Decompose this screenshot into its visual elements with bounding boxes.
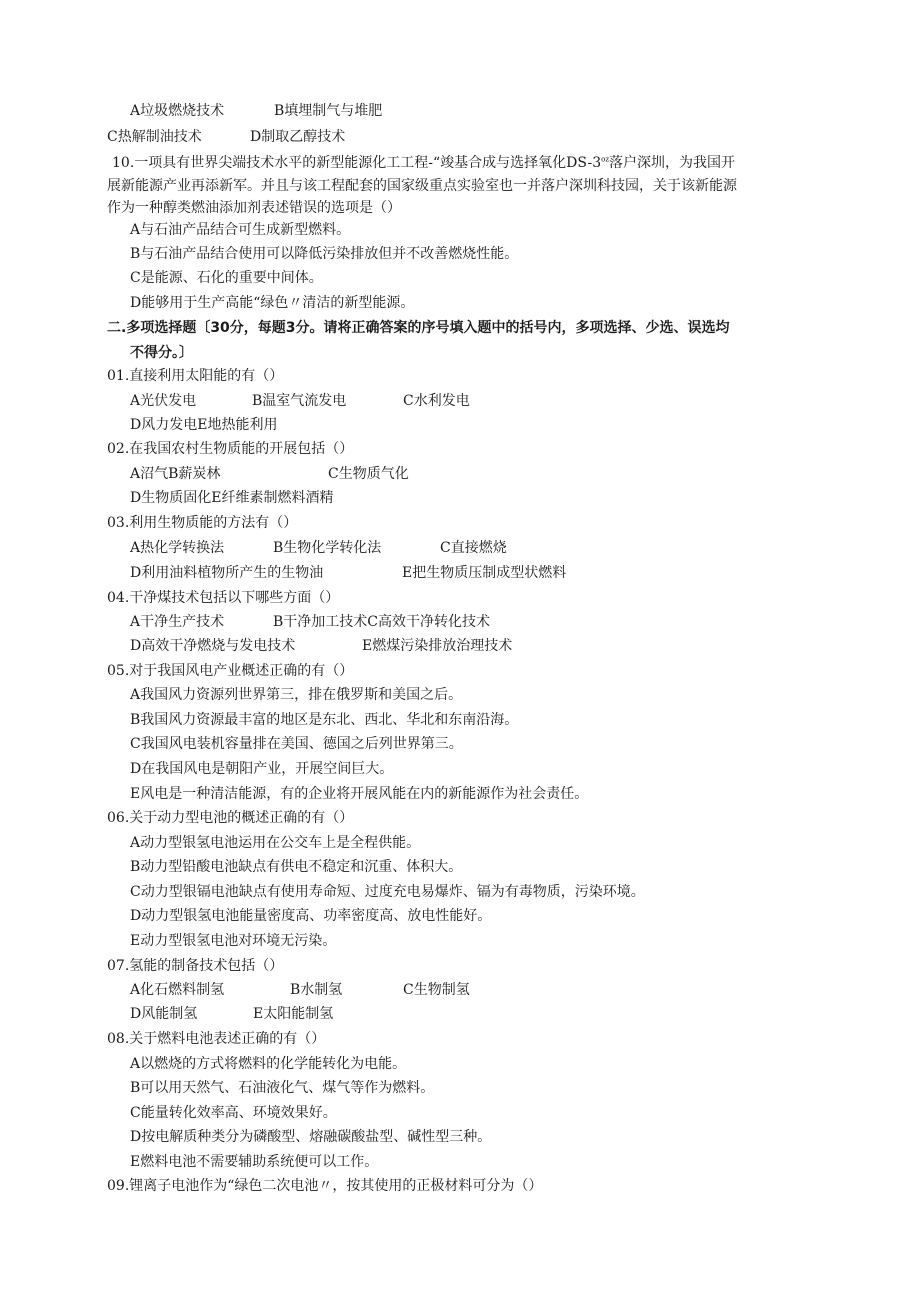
question-stem: 08.关于燃料电池表述正确的有（） — [107, 1031, 326, 1047]
option: A动力型银氢电池运用在公交车上是全程供能。 — [130, 835, 421, 851]
option: A干净生产技术 — [130, 614, 225, 630]
option: C生物质气化 — [328, 466, 409, 482]
option: E燃煤污染排放治理技术 — [362, 638, 513, 654]
option: D按电解质种类分为磷酸型、熔融碳酸盐型、碱性型三种。 — [130, 1129, 492, 1145]
question-stem: 01.直接利用太阳能的有（） — [107, 368, 284, 384]
option: D风能制氢 — [130, 1006, 198, 1022]
option-d: D制取乙醇技术 — [250, 129, 346, 145]
q10-text: 10.一项具有世界尖端技术水平的新型能源化工工程-“竣基合成与选择氧化DS-3 — [112, 155, 602, 171]
option: A我国风力资源列世界第三，排在俄罗斯和美国之后。 — [130, 687, 463, 703]
option: C水利发电 — [403, 393, 470, 409]
option: B我国风力资源最丰富的地区是东北、西北、华北和东南沿海。 — [130, 712, 519, 728]
option: C直接燃烧 — [440, 540, 507, 556]
option: D风力发电E地热能利用 — [130, 417, 278, 433]
option: E动力型银氢电池对环境无污染。 — [130, 933, 337, 949]
option-b: B填埋制气与堆肥 — [274, 103, 383, 119]
q10-option: D能够用于生产高能“绿色〃清洁的新型能源。 — [130, 295, 415, 311]
section-heading: 二.多项选择题〔30分，每题3分。请将正确答案的序号填入题中的括号内，多项选择、少选、误选均 — [107, 320, 730, 336]
option: E把生物质压制成型状燃料 — [402, 565, 567, 581]
option: C我国风电装机容量排在美国、德国之后列世界第三。 — [130, 736, 463, 752]
option: A热化学转换法 — [130, 540, 225, 556]
q10-option: C是能源、石化的重要中间体。 — [130, 270, 323, 286]
option: B生物化学转化法 — [273, 540, 382, 556]
q10-text: 落户深圳，为我国开 — [609, 155, 736, 171]
option: A沼气B薪炭林 — [130, 466, 221, 482]
question-stem: 03.利用生物质能的方法有（） — [107, 515, 298, 531]
q10-option: A与石油产品结合可生成新型燃料。 — [130, 222, 351, 238]
option: C动力型银镉电池缺点有使用寿命短、过度充电易爆炸、镉为有毒物质，污染环境。 — [130, 884, 645, 900]
option: E太阳能制氢 — [253, 1006, 334, 1022]
q10-stem-line: 作为一种醇类燃油添加剂表述错误的选项是（） — [107, 200, 401, 216]
option: D利用油料植物所产生的生物油 — [130, 565, 324, 581]
question-stem: 02.在我国农村生物质能的开展包括（） — [107, 441, 354, 457]
option: E燃料电池不需要辅助系统便可以工作。 — [130, 1154, 379, 1170]
q10-stem-line: 展新能源产业再添新军。并且与该工程配套的国家级重点实验室也一并落户深圳科技园，关于该新能源 — [107, 178, 737, 194]
question-stem: 06.关于动力型电池的概述正确的有（） — [107, 810, 354, 826]
option: D在我国风电是朝阳产业，开展空间巨大。 — [130, 761, 394, 777]
q10-superscript: oz — [601, 155, 610, 164]
option: B水制氢 — [290, 982, 343, 998]
option: D高效干净燃烧与发电技术 — [130, 638, 296, 654]
section-heading: 不得分。〕 — [130, 345, 193, 361]
q10-option: B与石油产品结合使用可以降低污染排放但并不改善燃烧性能。 — [130, 246, 519, 262]
option: C能量转化效率高、环境效果好。 — [130, 1105, 337, 1121]
option-c: C热解制油技术 — [107, 129, 202, 145]
option: D动力型银氢电池能量密度高、功率密度高、放电性能好。 — [130, 908, 492, 924]
option: C生物制氢 — [403, 982, 470, 998]
q10-stem-line — [112, 154, 735, 172]
option-a: A垃圾燃烧技术 — [130, 103, 225, 119]
question-stem: 04.干净煤技术包括以下哪些方面（） — [107, 590, 340, 606]
question-stem: 07.氢能的制备技术包括（） — [107, 958, 284, 974]
option: B干净加工技术C高效干净转化技术 — [273, 614, 490, 630]
option: E风电是一种清洁能源，有的企业将开展风能在内的新能源作为社会责任。 — [130, 786, 589, 802]
option: A光伏发电 — [130, 393, 197, 409]
option: A化石燃料制氢 — [130, 982, 225, 998]
question-stem: 05.对于我国风电产业概述正确的有（） — [107, 663, 354, 679]
question-stem: 09.锂离子电池作为“绿色二次电池〃，按其使用的正极材料可分为（） — [107, 1178, 543, 1194]
option: B可以用天然气、石油液化气、煤气等作为燃料。 — [130, 1080, 435, 1096]
option: A以燃烧的方式将燃料的化学能转化为电能。 — [130, 1056, 407, 1072]
option: D生物质固化E纤维素制燃料酒精 — [130, 490, 334, 506]
option: B温室气流发电 — [252, 393, 347, 409]
option: B动力型铅酸电池缺点有供电不稳定和沉重、体积大。 — [130, 859, 463, 875]
